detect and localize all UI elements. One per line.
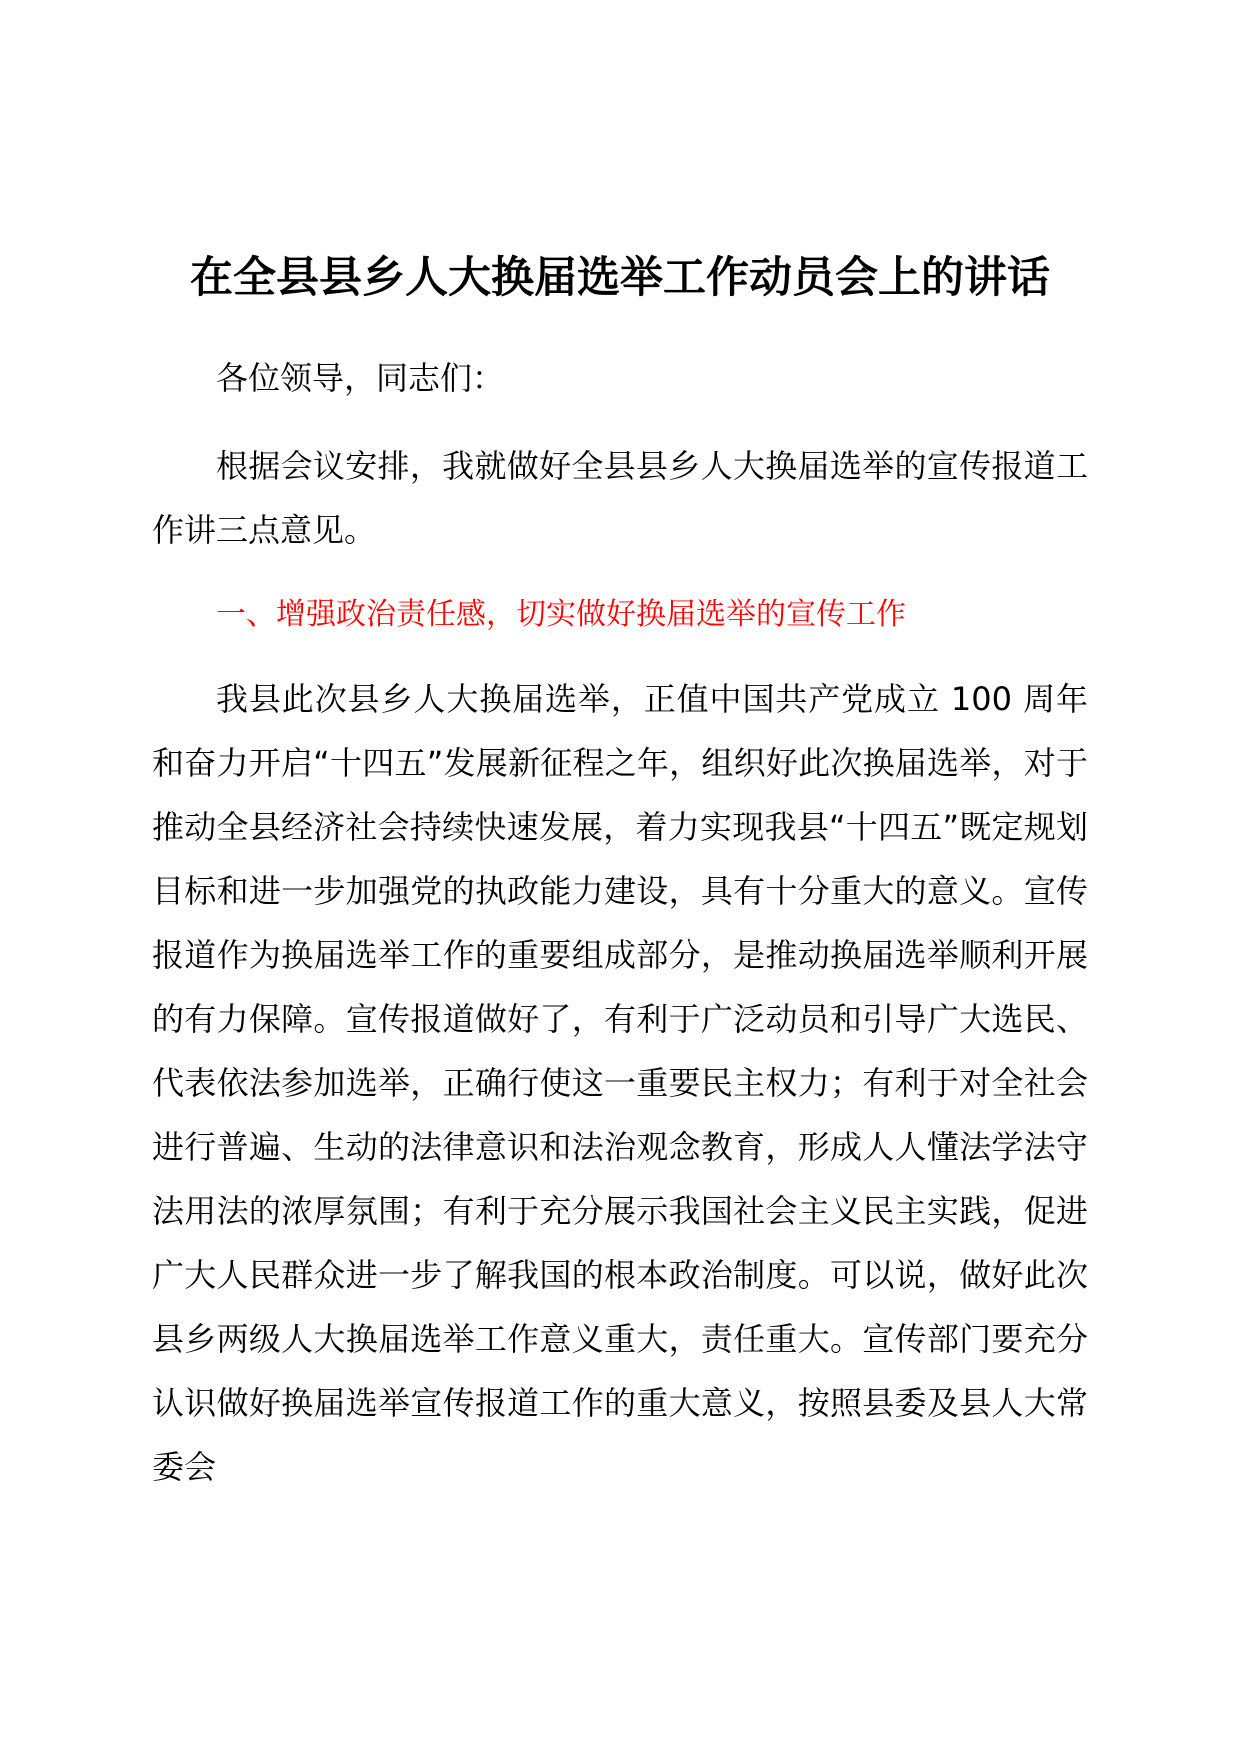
document-title: 在全县县乡人大换届选举工作动员会上的讲话 [190, 253, 1050, 303]
body-paragraph: 我县此次县乡人大换届选举，正值中国共产党成立 100 周年和奋力开启“十四五”发展新征程之年，组织好此次换届选举，对于推动全县经济社会持续快速发展，着力实现我县“十四五”既定规划目标和进一步加强党的执政能力建设，具有十分重大的意义。宣传报道作为换届选举工作的重要组成部分，是推动换届选举顺利开展的有力保障。宣传报道做好了，有利于广泛动员和引导广大选民、代表依法参加选举，正确行使这一重要民主权力；有利于对全社会进行普遍、生动的法律意识和法治观念教育，形成人人懂法学法守法用法的浓厚氛围；有利于充分展示我国社会主义民主实践，促进广大人民群众进一步了解我国的根本政治制度。可以说，做好此次县乡两级人大换届选举工作意义重大，责任重大。宣传部门要充分认识做好换届选举宣传报道工作的重大意义，按照县委及县人大常委会 [152, 680, 1088, 1486]
greeting-paragraph: 各位领导，同志们： [216, 359, 505, 397]
section-heading: 一、增强政治责任感，切实做好换届选举的宣传工作 [216, 597, 906, 632]
intro-paragraph: 根据会议安排，我就做好全县县乡人大换届选举的宣传报道工作讲三点意见。 [152, 447, 1088, 549]
